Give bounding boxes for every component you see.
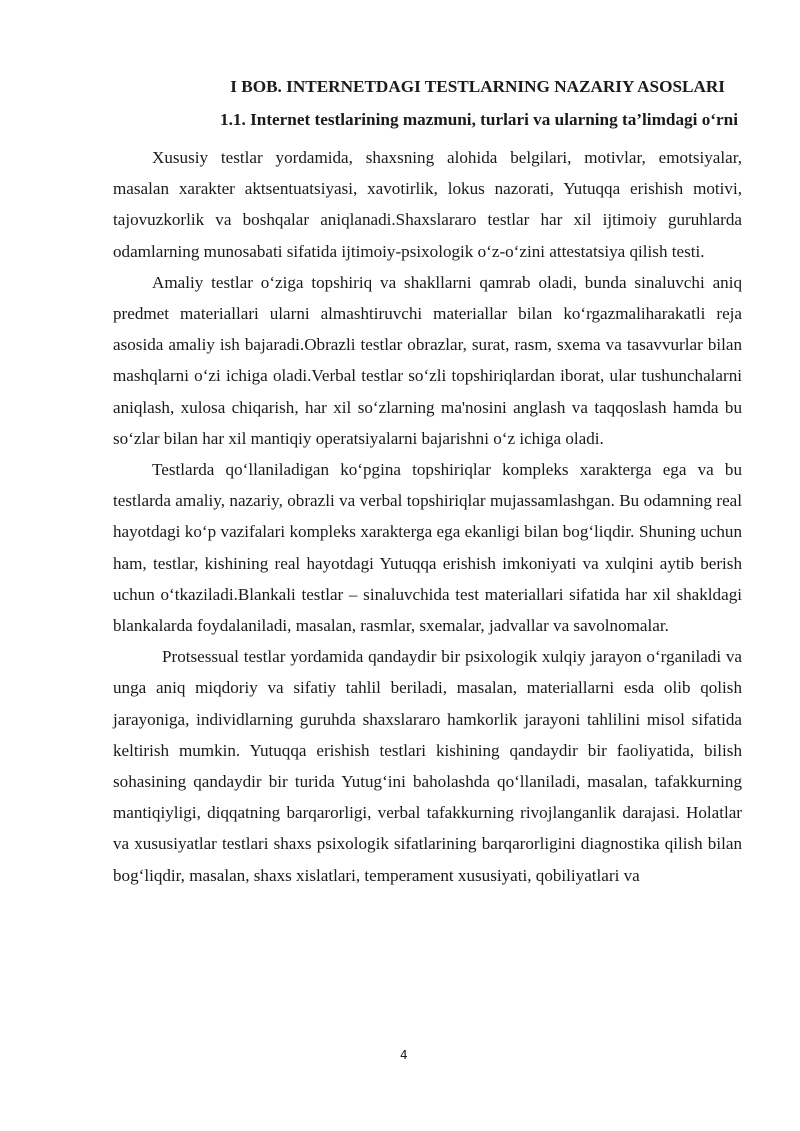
paragraph: Xususiy testlar yordamida, shaxsning alohida belgilari, motivlar, emotsiyalar, masalan xarakter aktsentuatsiyasi, xavotirlik, lokus nazorati, Yutuqqa erishish motivi, tajovuzkorlik va boshqalar aniqlanadi.Shaxslararo testlar har xil ijtimoiy guruhlarda odamlarning munosabati sifatida ijtimoiy-psixologik o‘z-o‘zini attestatsiya qilish testi. bbox=[113, 148, 742, 261]
paragraph: Amaliy testlar o‘ziga topshiriq va shakllarni qamrab oladi, bunda sinaluvchi aniq predmet materiallari ularni almashtiruvchi materiallar bilan ko‘rgazmaliharakatli reja asosida amaliy ish bajaradi.Obrazli testlar obrazlar, surat, rasm, sxema va tasavvurlar bilan mashqlarni o‘zi ichiga oladi.Verbal testlar so‘zli topshiriqlardan iborat, ular tushunchalarni aniqlash, xulosa chiqarish, har xil so‘zlarning ma'nosini anglash va taqqoslash hamda bu so‘zlar bilan har xil mantiqiy operatsiyalarni bajarishni o‘z ichiga oladi. bbox=[113, 272, 742, 448]
chapter-title: I BOB. INTERNETDAGI TESTLARNING NAZARIY ASOSLARI bbox=[230, 77, 725, 96]
paragraph: Testlarda qo‘llaniladigan ko‘pgina topshiriqlar kompleks xarakterga ega va bu testlarda amaliy, nazariy, obrazli va verbal topshiriqlar mujassamlashgan. Bu odamning real hayotdagi ko‘p vazifalari kompleks xarakterga ega ekanligi bilan bog‘liqdir. Shuning uchun ham, testlar, kishining real hayotdagi Yutuqqa erishish imkoniyati va xulqini aytib berish uchun o‘tkaziladi.Blankali testlar – sinaluvchida test materiallari sifatida har xil shakldagi blankalarda foydalaniladi, masalan, rasmlar, sxemalar, jadvallar va savolnomalar. bbox=[113, 460, 742, 636]
paragraph: Protsessual testlar yordamida qandaydir bir psixologik xulqiy jarayon o‘rganiladi va unga aniq miqdoriy va sifatiy tahlil beriladi, masalan, materiallarni esda olib qolish jarayoniga, individlarning guruhda shaxslararo hamkorlik jarayoni tahlilini misol sifatida keltirish mumkin. Yutuqqa erishish testlari kishining qandaydir bir faoliyatida, bilish sohasining qandaydir bir turida Yutug‘ini baholashda qo‘llaniladi, masalan, tafakkurning mantiqiyligi, diqqatning barqarorligi, verbal tafakkurning rivojlanganlik darajasi. Holatlar va xususiyatlar testlari shaxs psixologik sifatlarining barqarorligini diagnostika qilish bilan bog‘liqdir, masalan, shaxs xislatlari, temperament xususiyati, qobiliyatlari va bbox=[113, 647, 742, 885]
page-number: 4 bbox=[400, 1048, 408, 1062]
section-title: 1.1. Internet testlarining mazmuni, turlari va ularning ta’limdagi o‘rni bbox=[220, 110, 738, 129]
body-text bbox=[113, 142, 742, 891]
